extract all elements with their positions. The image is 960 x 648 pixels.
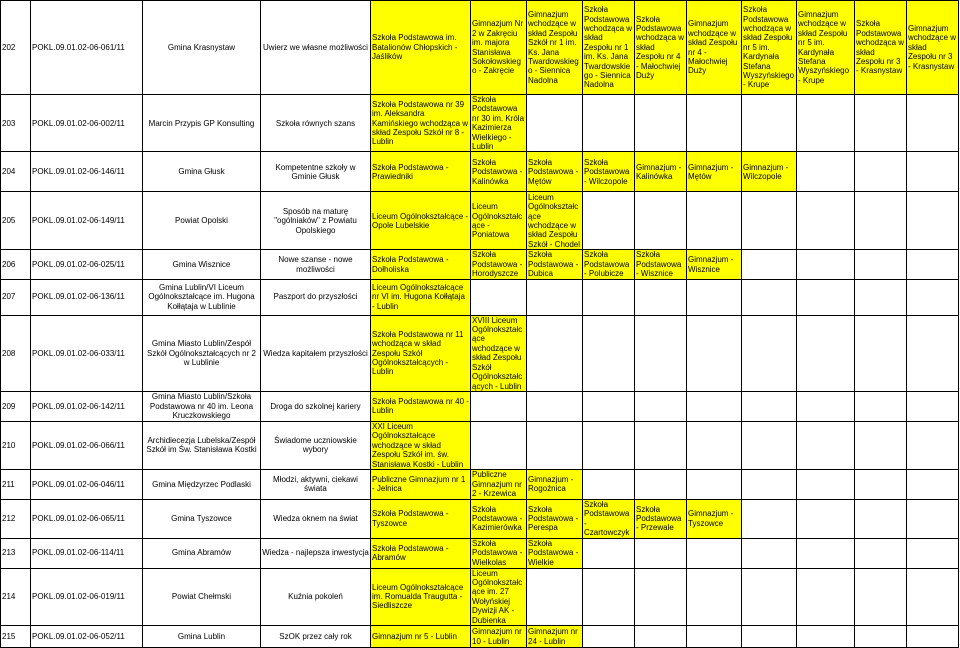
row-number-cell: 203 [1,95,31,152]
school-cell: Gimnazjum nr 5 - Lublin [371,626,471,648]
project-code-cell: POKL.09.01.02-06-146/11 [31,152,143,192]
project-title-cell: Sposób na maturę "ogólniaków" z Powiatu Opolskiego [261,192,371,250]
table-row [1,152,959,192]
school-cell [583,469,635,499]
school-cell [907,152,959,192]
table-row [1,192,959,250]
school-cell [583,568,635,625]
school-cell: Liceum Ogólnokształcące - Poniatowa [471,192,527,250]
school-cell [635,568,687,625]
school-cell [907,315,959,391]
school-cell [583,315,635,391]
school-cell: Gimnazjum - Kalinówka [635,152,687,192]
school-cell [742,499,797,538]
school-cell [742,250,797,279]
row-number-cell: 202 [1,1,31,95]
school-cell [797,192,855,250]
school-cell [687,568,742,625]
table-row [1,95,959,152]
school-cell [742,538,797,568]
table-row [1,626,959,648]
project-title-cell: Młodzi, aktywni, ciekawi świata [261,469,371,499]
school-cell [687,626,742,648]
school-cell [687,538,742,568]
school-cell: Publiczne Gimnazjum nr 1 - Jelnica [371,469,471,499]
school-cell [527,279,583,315]
school-cell [797,152,855,192]
project-code-cell: POKL.09.01.02-06-002/11 [31,95,143,152]
project-title-cell: Wiedza oknem na świat [261,499,371,538]
table-row [1,279,959,315]
school-cell [527,95,583,152]
school-cell [797,499,855,538]
school-cell: Liceum Ogólnokształcące im. Romualda Traugutta - Siedliszcze [371,568,471,625]
school-cell [907,626,959,648]
applicant-cell: Archidiecezja Lubelska/Zespół Szkół im Św. Stanisława Kostki [143,421,261,469]
school-cell: Szkoła Podstawowa - Wilczopole [583,152,635,192]
school-cell [907,250,959,279]
school-cell [855,152,907,192]
school-cell: Szkoła Podstawowa nr 40 - Lublin [371,391,471,421]
school-cell [855,626,907,648]
school-cell [635,315,687,391]
school-cell [855,538,907,568]
school-cell [855,279,907,315]
school-cell [687,192,742,250]
school-cell [797,95,855,152]
school-cell: Szkoła Podstawowa - Mętów [527,152,583,192]
project-code-cell: POKL.09.01.02-06-019/11 [31,568,143,625]
school-cell [687,391,742,421]
row-number-cell: 215 [1,626,31,648]
row-number-cell: 213 [1,538,31,568]
school-cell: Liceum Ogólnokształcące im. 27 Wołyńskiej Dywizji AK - Dubienka [471,568,527,625]
applicant-cell: Gmina Miasto Lublin/Szkoła Podstawowa nr 40 im. Leona Kruczkowskiego [143,391,261,421]
school-cell [635,279,687,315]
school-cell: Szkoła Podstawowa - Perespa [527,499,583,538]
project-code-cell: POKL.09.01.02-06-066/11 [31,421,143,469]
school-cell [742,469,797,499]
school-cell [797,279,855,315]
school-cell: Gimnazjum wchodzące w skład Zespołu nr 3 - Krasnystaw [907,1,959,95]
row-number-cell: 204 [1,152,31,192]
project-title-cell: SzOK przez cały rok [261,626,371,648]
applicant-cell: Marcin Przypis GP Konsulting [143,95,261,152]
school-cell: Szkoła Podstawowa nr 11 wchodząca w skład Zespołu Szkół Ogólnokształcących - Lublin [371,315,471,391]
row-number-cell: 210 [1,421,31,469]
school-cell [635,192,687,250]
school-cell [471,391,527,421]
school-cell: Szkoła Podstawowa nr 39 im. Aleksandra Kamińskiego wchodząca w skład Zespołu Szkół nr 8 - Lublin [371,95,471,152]
school-cell: Gimnazjum - Tyszowce [687,499,742,538]
school-cell: Szkoła Podstawowa - Polubicze [583,250,635,279]
school-cell: Gimnazjum - Mętów [687,152,742,192]
school-cell [742,421,797,469]
school-cell [471,279,527,315]
school-cell [583,192,635,250]
school-cell [797,250,855,279]
school-cell [797,315,855,391]
school-cell [797,391,855,421]
project-code-cell: POKL.09.01.02-06-046/11 [31,469,143,499]
school-cell [583,421,635,469]
project-code-cell: POKL.09.01.02-06-052/11 [31,626,143,648]
applicant-cell: Gmina Lublin/VI Liceum Ogólnokształcące im. Hugona Kołłątaja w Lublinie [143,279,261,315]
school-cell [687,421,742,469]
school-cell [583,391,635,421]
school-cell [583,279,635,315]
school-cell: Szkoła Podstawowa - Wielkie [527,538,583,568]
project-title-cell: Wiedza - najlepsza inwestycja [261,538,371,568]
school-cell [907,538,959,568]
project-title-cell: Nowe szanse - nowe możliwości [261,250,371,279]
project-code-cell: POKL.09.01.02-06-025/11 [31,250,143,279]
applicant-cell: Powiat Opolski [143,192,261,250]
school-cell: Szkoła Podstawowa wchodząca w skład Zespołu nr 1 im. Ks. Jana Twardowskiego - Siennica Nadolna [583,1,635,95]
applicant-cell: Gmina Międzyrzec Podlaski [143,469,261,499]
school-cell [855,315,907,391]
school-cell: Gimnazjum nr 24 - Lublin [527,626,583,648]
school-cell [583,626,635,648]
project-title-cell: Kompetentne szkoły w Gminie Głusk [261,152,371,192]
project-title-cell: Uwierz we własne możliwości [261,1,371,95]
school-cell [855,192,907,250]
school-cell [583,538,635,568]
school-cell [797,568,855,625]
school-cell: Szkoła Podstawowa - Wielkolas [471,538,527,568]
school-cell [907,421,959,469]
project-title-cell: Świadome uczniowskie wybory [261,421,371,469]
applicant-cell: Gmina Tyszowce [143,499,261,538]
school-cell: Szkoła Podstawowa - Tyszowce [371,499,471,538]
school-cell [471,421,527,469]
school-cell: Szkoła Podstawowa - Czartowczyk [583,499,635,538]
school-cell: Szkoła Podstawowa nr 30 im. Króla Kazimierza Wielkiego - Lublin [471,95,527,152]
project-title-cell: Droga do szkolnej kariery [261,391,371,421]
school-cell: XXI Liceum Ogólnokształcące wchodzące w skład Zespołu Szkół im. św. Stanisława Kostki - Lublin [371,421,471,469]
applicant-cell: Gmina Krasnystaw [143,1,261,95]
school-cell [635,391,687,421]
table-row [1,391,959,421]
school-cell [907,469,959,499]
project-title-cell: Szkoła równych szans [261,95,371,152]
applicant-cell: Gmina Głusk [143,152,261,192]
school-cell [742,192,797,250]
school-cell [855,499,907,538]
school-cell [527,391,583,421]
school-cell: Szkoła Podstawowa wchodząca w skład Zespołu nr 4 - Małochwiej Duży [635,1,687,95]
project-code-cell: POKL.09.01.02-06-033/11 [31,315,143,391]
school-cell [907,279,959,315]
school-cell: Szkoła Podstawowa - Przewale [635,499,687,538]
school-cell: Publiczne Gimnazjum nr 2 - Krzewica [471,469,527,499]
project-code-cell: POKL.09.01.02-06-142/11 [31,391,143,421]
school-cell: Gimnazjum wchodzące w skład Zespołu nr 5 im. Kardynała Stefana Wyszyńskiego - Krupe [797,1,855,95]
school-cell: Szkoła Podstawowa - Abramów [371,538,471,568]
row-number-cell: 206 [1,250,31,279]
school-cell [907,568,959,625]
school-cell: Szkoła Podstawowa wchodząca w skład Zespołu nr 3 - Krasnystaw [855,1,907,95]
school-cell: Szkoła Podstawowa - Wisznice [635,250,687,279]
school-cell: Szkoła Podstawowa - Kazimierówka [471,499,527,538]
school-cell [527,421,583,469]
project-title-cell: Paszport do przyszłości [261,279,371,315]
table-row [1,315,959,391]
school-cell: Gimnazjum - Wilczopole [742,152,797,192]
school-cell [527,568,583,625]
table-row [1,421,959,469]
row-number-cell: 214 [1,568,31,625]
row-number-cell: 205 [1,192,31,250]
school-cell: Gimnazjum Nr 2 w Zakręciu im. majora Stanisława Sokołowskiego - Zakręcie [471,1,527,95]
school-cell: XVIII Liceum Ogólnokształcące wchodzące w skład Zespołu Szkół Ogólnokształcących - Lublin [471,315,527,391]
school-cell [742,95,797,152]
row-number-cell: 211 [1,469,31,499]
school-cell [687,95,742,152]
table-row [1,499,959,538]
school-cell [797,421,855,469]
school-cell [687,315,742,391]
school-cell [855,421,907,469]
project-code-cell: POKL.09.01.02-06-065/11 [31,499,143,538]
project-code-cell: POKL.09.01.02-06-114/11 [31,538,143,568]
school-cell [635,421,687,469]
school-cell [907,391,959,421]
school-cell: Szkoła Podstawowa - Dołholiska [371,250,471,279]
school-cell [583,95,635,152]
school-cell [855,391,907,421]
school-cell [635,469,687,499]
row-number-cell: 212 [1,499,31,538]
school-cell [527,315,583,391]
school-cell: Szkoła Podstawowa - Dubica [527,250,583,279]
applicant-cell: Gmina Miasto Lublin/Zespół Szkół Ogólnokształcących nr 2 w Lublinie [143,315,261,391]
school-cell: Szkoła Podstawowa wchodząca w skład Zespołu nr 5 im. Kardynała Stefana Wyszyńskiego - Krupe [742,1,797,95]
applicant-cell: Powiat Chełmski [143,568,261,625]
school-cell [742,391,797,421]
applicant-cell: Gmina Wisznice [143,250,261,279]
row-number-cell: 207 [1,279,31,315]
school-cell [855,250,907,279]
school-cell: Liceum Ogólnokształcące nr VI im. Hugona Kołłątaja - Lublin [371,279,471,315]
school-cell [742,568,797,625]
table-row [1,1,959,95]
school-cell: Szkoła Podstawowa - Kalinówka [471,152,527,192]
school-cell [687,279,742,315]
table-row [1,538,959,568]
project-code-cell: POKL.09.01.02-06-061/11 [31,1,143,95]
school-cell [742,315,797,391]
school-cell: Gimnazjum wchodzące w skład Zespołu Szkół nr 1 im. Ks. Jana Twardowskiego - Siennica Nadolna [527,1,583,95]
table-row [1,469,959,499]
applicant-cell: Gmina Abramów [143,538,261,568]
school-cell: Gimnazjum nr 10 - Lublin [471,626,527,648]
school-cell: Gimnazjum - Rogoźnica [527,469,583,499]
project-title-cell: Kuźnia pokoleń [261,568,371,625]
school-cell [635,538,687,568]
project-code-cell: POKL.09.01.02-06-149/11 [31,192,143,250]
school-cell [907,95,959,152]
school-cell: Szkoła Podstawowa - Horodyszcze [471,250,527,279]
school-cell [687,469,742,499]
project-code-cell: POKL.09.01.02-06-136/11 [31,279,143,315]
school-cell [855,95,907,152]
project-title-cell: Wiedza kapitałem przyszłości [261,315,371,391]
school-cell: Gimnazjum - Wisznice [687,250,742,279]
row-number-cell: 208 [1,315,31,391]
school-cell [635,95,687,152]
table-row [1,568,959,625]
school-cell [855,568,907,625]
school-cell: Liceum Ogólnokształcące wchodzące w skład Zespołu Szkół - Chodel [527,192,583,250]
school-cell: Gimnazjum wchodzące w skład Zespołu nr 4 - Małochwiej Duży [687,1,742,95]
school-cell [635,626,687,648]
table-row [1,250,959,279]
school-cell [797,469,855,499]
school-cell [797,626,855,648]
school-cell [742,626,797,648]
school-cell [797,538,855,568]
school-cell: Szkoła Podstawowa im. Batalionów Chłopskich - Jaślików [371,1,471,95]
applicant-cell: Gmina Lublin [143,626,261,648]
school-cell [907,499,959,538]
school-cell [855,469,907,499]
row-number-cell: 209 [1,391,31,421]
school-cell [742,279,797,315]
school-cell [907,192,959,250]
school-cell: Liceum Ogólnokształcące - Opole Lubelskie [371,192,471,250]
school-cell: Szkoła Podstawowa - Prawiedniki [371,152,471,192]
